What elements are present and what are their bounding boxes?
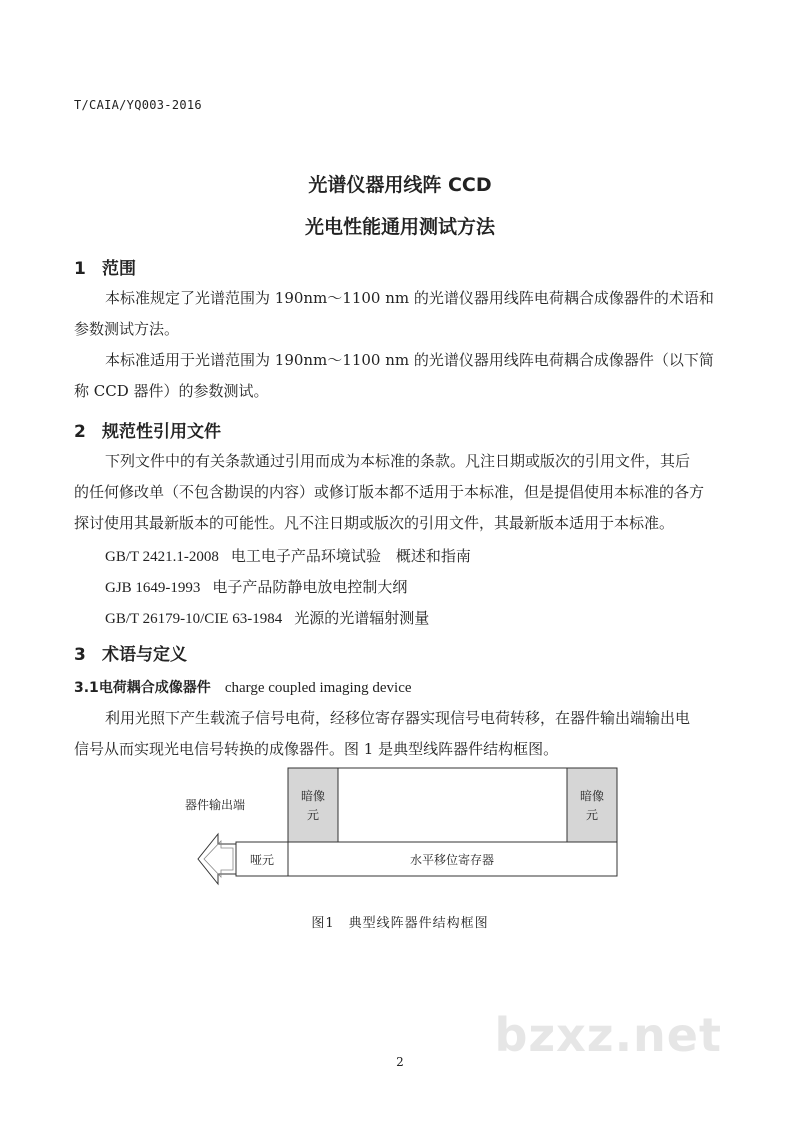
reference-code: GB/T 2421.1-2008	[105, 549, 219, 565]
reference-title: 电工电子产品环境试验 概述和指南	[230, 547, 471, 565]
reference-item	[105, 607, 429, 628]
paragraph-line: 本标准适用于光谱范围为 190nm～1100 nm 的光谱仪器用线阵电荷耦合成像器件（以下简	[105, 351, 714, 369]
left-dark-pixel-label: 元	[306, 808, 320, 822]
page-number: 2	[396, 1055, 404, 1069]
document-id: T/CAIA/YQ003-2016	[74, 98, 202, 112]
term-english: charge coupled imaging device	[224, 680, 412, 696]
document-title-line-2: 光电性能通用测试方法	[304, 216, 495, 238]
paragraph-line: 下列文件中的有关条款通过引用而成为本标准的条款。凡注日期或版次的引用文件，其后	[105, 452, 691, 470]
reference-title: 光源的光谱辐射测量	[294, 609, 430, 627]
section-title: 规范性引用文件	[102, 422, 221, 442]
section-number: 1	[74, 259, 86, 279]
reference-title: 电子产品防静电放电控制大纲	[212, 578, 408, 596]
paragraph-line: 的任何修改单（不包含勘误的内容）或修订版本都不适用于本标准，但是提倡使用本标准的各方	[74, 483, 705, 501]
reference-code: GJB 1649-1993	[105, 580, 201, 596]
paragraph-line: 称 CCD 器件）的参数测试。	[74, 382, 269, 400]
right-dark-pixel	[567, 768, 617, 842]
section-1-heading	[74, 254, 136, 279]
output-arrow-icon	[198, 834, 236, 884]
subsection-number: 3.1	[74, 680, 99, 696]
paragraph-line: 利用光照下产生载流子信号电荷，经移位寄存器实现信号电荷转移，在器件输出端输出电	[105, 709, 691, 727]
figure-caption: 图1 典型线阵器件结构框图	[311, 916, 489, 931]
section-number: 2	[74, 422, 86, 442]
section-title: 范围	[102, 259, 136, 279]
paragraph-line: 参数测试方法。	[74, 320, 180, 338]
reference-item	[105, 545, 471, 566]
paragraph-line: 信号从而实现光电信号转换的成像器件。图 1 是典型线阵器件结构框图。	[74, 740, 559, 758]
document-title-line-1: 光谱仪器用线阵 CCD	[308, 174, 492, 196]
watermark: bzxz.net	[494, 1008, 722, 1062]
paragraph-line: 探讨使用其最新版本的可能性。凡不注日期或版次的引用文件，其最新版本适用于本标准。	[74, 514, 675, 532]
section-3-heading	[74, 640, 187, 665]
right-dark-pixel-label: 元	[585, 808, 599, 822]
shift-register-label: 水平移位寄存器	[409, 853, 495, 867]
section-2-heading	[74, 417, 221, 442]
reference-item	[105, 576, 407, 597]
section-number: 3	[74, 645, 86, 665]
subsection-3-1-heading	[74, 677, 412, 697]
section-title: 术语与定义	[102, 645, 187, 665]
dummy-pixel-label: 哑元	[249, 853, 275, 867]
ccd-structure-diagram	[0, 760, 800, 895]
device-output-label: 器件输出端	[185, 798, 246, 812]
left-dark-pixel-label: 暗像	[300, 789, 326, 803]
term-name: 电荷耦合成像器件	[98, 680, 211, 696]
right-dark-pixel-label: 暗像	[579, 789, 605, 803]
reference-code: GB/T 26179-10/CIE 63-1984	[105, 611, 283, 627]
paragraph-line: 本标准规定了光谱范围为 190nm～1100 nm 的光谱仪器用线阵电荷耦合成像器件的术语和	[105, 289, 714, 307]
left-dark-pixel	[288, 768, 338, 842]
